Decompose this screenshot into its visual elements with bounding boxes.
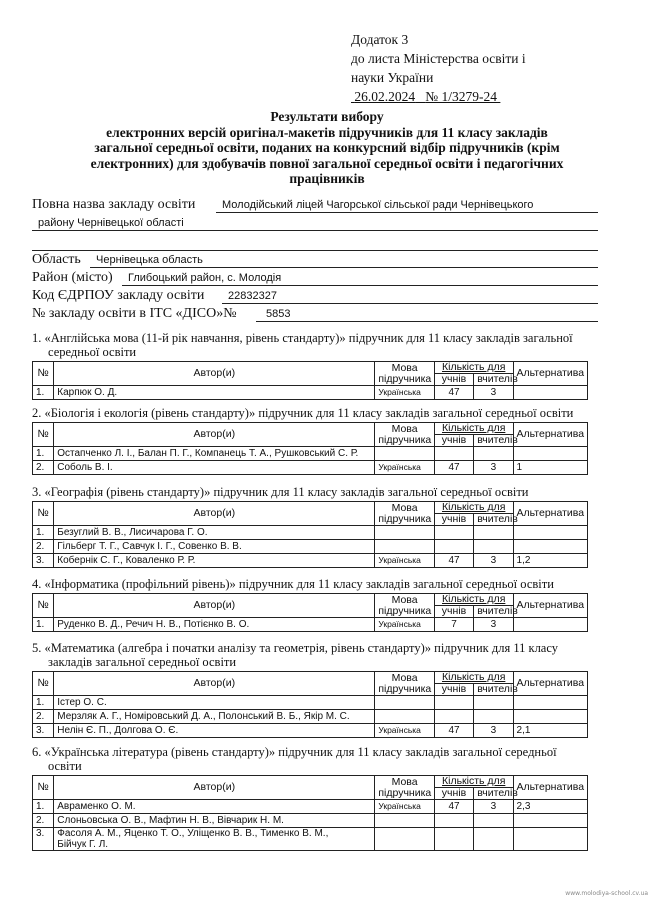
table-row [33,710,588,724]
section-title: 1. «Англійська мова (11-й рік навчання, рівень стандарту)» підручник для 11 класу закладів загальної середньої освіти [32,331,573,359]
header-qty: Кількість для [434,423,513,435]
district-label: Район (місто) [32,270,113,285]
row-lang [375,540,435,554]
header-students: учнів [434,435,473,447]
row-author: Авраменко О. М. [54,800,375,814]
header-alt: Альтернатива [513,502,587,526]
title-line: загальної середньої освіти, поданих на конкурсний відбір підручників (крім [94,140,560,155]
textbook-table [32,501,588,568]
row-teachers: 3 [474,618,513,632]
row-lang: Українська [375,386,435,400]
row-author: Кобернік С. Г., Коваленко Р. Р. [54,554,375,568]
header-students: учнів [434,684,473,696]
table-row [33,461,588,475]
section-title: 3. «Географія (рівень стандарту)» підручник для 11 класу закладів загальної середньої освіти [32,485,529,499]
row-author: Соболь В. І. [54,461,375,475]
row-num: 2. [33,814,54,828]
header-alt: Альтернатива [513,362,587,386]
school-name-row [32,196,598,214]
header-teachers: вчителів [474,514,513,526]
watermark: www.molodiya-school.cv.ua [565,890,648,897]
row-alt [513,696,587,710]
section-title: 4. «Інформатика (профільний рівень)» підручник для 11 класу закладів загальної середньої освіти [32,577,554,591]
edrpou-row [32,287,598,305]
edrpou-label: Код ЄДРПОУ закладу освіти [32,288,205,303]
row-num: 2. [33,461,54,475]
table-row [33,447,588,461]
header-num: № [33,672,54,696]
table-row [33,828,588,851]
title-line: електронних версій оригінал-макетів підручників для 11 класу закладів [106,124,548,140]
textbook-table [32,775,588,851]
row-num: 1. [33,447,54,461]
row-num: 3. [33,828,54,851]
blank-line [32,232,598,251]
header-qty: Кількість для [434,776,513,788]
school-name-label: Повна назва закладу освіти [32,197,196,212]
row-alt [513,526,587,540]
school-name-row-2 [32,214,598,232]
header-alt: Альтернатива [513,672,587,696]
row-author: Карпюк О. Д. [54,386,375,400]
school-name-value-2: району Чернівецької області [38,217,184,229]
title-line: електронних) для здобувачів повної загальної середньої освіти і педагогічних [90,155,564,171]
row-teachers: 3 [474,800,513,814]
row-alt [513,828,587,851]
annex-line2: до листа Міністерства освіти і [351,51,526,66]
table-row [33,618,588,632]
title-line: працівників [289,171,365,186]
row-author: Фасоля А. М., Яценко Т. О., Уліщенко В. В., Тименко В. М., Бійчук Г. Л. [54,828,375,851]
row-author: Істер О. С. [54,696,375,710]
row-lang [375,710,435,724]
its-label: № закладу освіти в ІТС «ДІСО»№ [32,306,237,321]
row-students [434,710,473,724]
row-author: Слоньовська О. В., Мафтин Н. В., Вівчарик Н. М. [54,814,375,828]
annex-header [351,30,526,106]
header-qty: Кількість для [434,362,513,374]
header-qty: Кількість для [434,594,513,606]
row-num: 1. [33,618,54,632]
header-author: Автор(и) [54,423,375,447]
row-students [434,447,473,461]
row-num: 1. [33,386,54,400]
header-author: Автор(и) [54,594,375,618]
section-2 [32,406,588,475]
row-students [434,526,473,540]
header-students: учнів [434,788,473,800]
section-6 [32,745,588,851]
header-lang: Мова підручника [375,362,435,386]
annex-line3: науки України [351,70,434,85]
section-1 [32,331,588,400]
header-num: № [33,502,54,526]
header-lang: Мова підручника [375,502,435,526]
row-num: 1. [33,696,54,710]
header-teachers: вчителів [474,374,513,386]
row-alt [513,618,587,632]
section-5 [32,641,588,738]
row-lang [375,696,435,710]
row-num: 1. [33,800,54,814]
header-teachers: вчителів [474,606,513,618]
header-author: Автор(и) [54,362,375,386]
table-header-row [33,672,588,684]
header-author: Автор(и) [54,672,375,696]
row-teachers [474,540,513,554]
table-row [33,526,588,540]
section-4 [32,577,588,632]
row-students: 47 [434,386,473,400]
table-row [33,386,588,400]
header-qty: Кількість для [434,672,513,684]
row-num: 2. [33,710,54,724]
annex-date-line [351,87,526,106]
row-alt [513,447,587,461]
header-lang: Мова підручника [375,423,435,447]
header-teachers: вчителів [474,435,513,447]
row-num: 2. [33,540,54,554]
header-alt: Альтернатива [513,423,587,447]
row-students: 47 [434,461,473,475]
row-author: Остапченко Л. І., Балан П. Г., Компанець Т. А., Рушковський С. Р. [54,447,375,461]
district-value: Глибоцький район, с. Молодія [128,272,282,284]
row-alt: 1 [513,461,587,475]
header-lang: Мова підручника [375,776,435,800]
row-lang [375,526,435,540]
header-qty: Кількість для [434,502,513,514]
header-author: Автор(и) [54,502,375,526]
row-lang [375,828,435,851]
table-row [33,696,588,710]
its-row [32,305,598,323]
table-row [33,540,588,554]
header-alt: Альтернатива [513,776,587,800]
row-num: 3. [33,724,54,738]
row-teachers: 3 [474,386,513,400]
annex-number: № 1/3279-24 [425,89,498,104]
row-alt: 2,1 [513,724,587,738]
header-author: Автор(и) [54,776,375,800]
district-row [32,269,598,287]
header-num: № [33,423,54,447]
header-students: учнів [434,606,473,618]
table-row [33,554,588,568]
section-title: 5. «Математика (алгебра і початки аналізу та геометрія, рівень стандарту)» підручник для 11 класу закладів загальної середньої освіти [32,641,558,669]
row-teachers [474,696,513,710]
header-num: № [33,594,54,618]
row-students: 7 [434,618,473,632]
school-name-value: Молодійський ліцей Чагорської сільської ради Чернівецького [222,199,534,211]
table-row [33,800,588,814]
table-header-row [33,423,588,435]
row-author: Руденко В. Д., Речич Н. В., Потієнко В. О. [54,618,375,632]
region-label: Область [32,252,81,267]
section-3 [32,485,588,568]
section-title: 2. «Біологія і екологія (рівень стандарту)» підручник для 11 класу закладів загальної середньої освіти [32,406,574,420]
textbook-table [32,422,588,475]
table-header-row [33,502,588,514]
region-value: Чернівецька область [96,254,203,266]
row-lang: Українська [375,554,435,568]
header-lang: Мова підручника [375,594,435,618]
textbook-table [32,593,588,632]
row-author: Безуглий В. В., Лисичарова Г. О. [54,526,375,540]
row-alt [513,386,587,400]
row-lang: Українська [375,461,435,475]
row-teachers [474,710,513,724]
row-students [434,814,473,828]
textbook-table [32,671,588,738]
header-alt: Альтернатива [513,594,587,618]
header-lang: Мова підручника [375,672,435,696]
school-info [32,196,598,323]
row-author: Гільберг Т. Г., Савчук І. Г., Совенко В. В. [54,540,375,554]
row-students [434,696,473,710]
row-alt [513,540,587,554]
table-row [33,814,588,828]
row-lang: Українська [375,724,435,738]
section-title: 6. «Українська література (рівень стандарту)» підручник для 11 класу закладів загальної середньої освіти [32,745,557,773]
table-row [33,724,588,738]
row-alt: 2,3 [513,800,587,814]
textbook-table [32,361,588,400]
row-lang [375,814,435,828]
row-students: 47 [434,554,473,568]
table-header-row [33,594,588,606]
row-alt [513,710,587,724]
table-header-row [33,362,588,374]
row-teachers [474,828,513,851]
row-students: 47 [434,800,473,814]
row-teachers [474,447,513,461]
header-num: № [33,362,54,386]
row-students [434,540,473,554]
row-lang [375,447,435,461]
row-teachers [474,814,513,828]
row-num: 3. [33,554,54,568]
header-num: № [33,776,54,800]
row-alt: 1,2 [513,554,587,568]
row-author: Мерзляк А. Г., Номіровський Д. А., Полонський В. Б., Якір М. С. [54,710,375,724]
row-num: 1. [33,526,54,540]
region-row [32,251,598,269]
row-students [434,828,473,851]
header-teachers: вчителів [474,788,513,800]
document-title [40,109,614,187]
row-lang: Українська [375,800,435,814]
row-author: Нелін Є. П., Долгова О. Є. [54,724,375,738]
row-teachers [474,526,513,540]
edrpou-value: 22832327 [228,290,277,302]
header-students: учнів [434,374,473,386]
row-lang: Українська [375,618,435,632]
header-students: учнів [434,514,473,526]
header-teachers: вчителів [474,684,513,696]
annex-line1: Додаток 3 [351,32,409,47]
table-header-row [33,776,588,788]
row-teachers: 3 [474,554,513,568]
row-teachers: 3 [474,724,513,738]
annex-date: 26.02.2024 [354,89,416,104]
row-students: 47 [434,724,473,738]
title-line: Результати вибору [270,109,384,124]
its-value: 5853 [266,308,291,320]
row-teachers: 3 [474,461,513,475]
row-alt [513,814,587,828]
